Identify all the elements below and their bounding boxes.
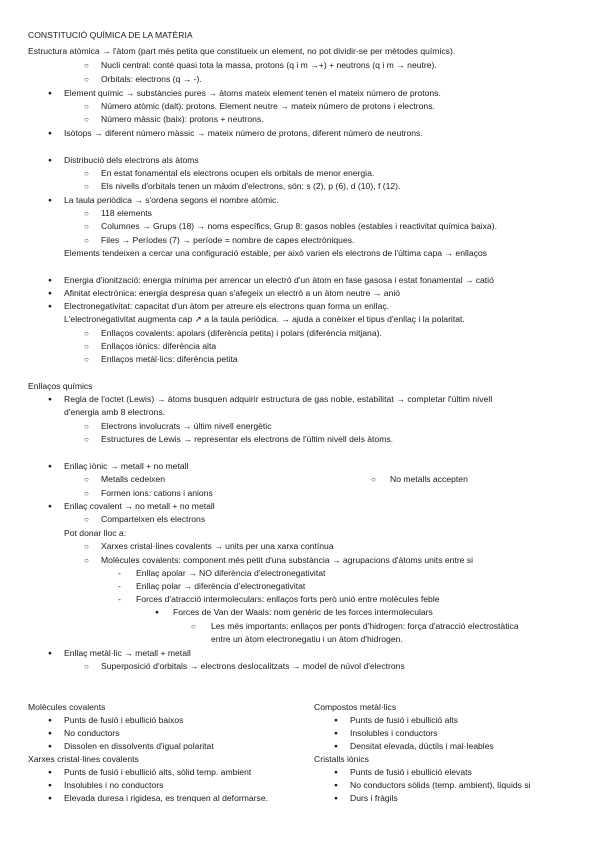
list-item xyxy=(118,594,121,605)
atomic-structure-line: Estructura atòmica → l'àtom (part més petita que constitueix un element, no pot dividir-se per mètodes químics). xyxy=(28,46,456,56)
list-item-text: Enllaç apolar → NO diferència d'electronegativitat xyxy=(136,568,326,578)
list-item-text: Punts de fusió i ebullició alts xyxy=(350,715,458,725)
list-item-text: En estat fonamental els electrons ocupen els orbitals de menor energia. xyxy=(101,168,375,178)
list-item xyxy=(48,780,52,792)
list-item-text: Electronegativitat: capacitat d'un àtom per atreure els electrons quan forma un enllaç. xyxy=(64,301,390,311)
list-item-text: Enllaç metàl·lic → metall + metall xyxy=(64,648,191,658)
column-heading: Cristalls iònics xyxy=(314,754,369,764)
list-item-text: Superposició d'orbitals → electrons deslocalitzats → model de núvol d'electrons xyxy=(101,661,405,671)
list-item xyxy=(48,793,52,805)
list-item-text: Orbitals: electrons (q → -). xyxy=(101,74,202,84)
list-item xyxy=(48,128,52,140)
list-item-text: Xarxes cristal·lines covalents → units per una xarxa contínua xyxy=(101,541,334,551)
list-item-text: Punts de fusió i ebullició alts, sòlid temp. ambient xyxy=(64,767,252,777)
list-item xyxy=(334,793,338,805)
list-item xyxy=(84,328,89,339)
list-item xyxy=(48,461,52,473)
list-item-text: Distribució dels electrons als àtoms xyxy=(64,155,199,165)
list-item xyxy=(334,728,338,740)
list-item-text: La taula periòdica → s'ordena segons el nombre atòmic. xyxy=(64,195,279,205)
list-item xyxy=(118,568,121,579)
list-item-text: Insolubles i no conductors xyxy=(64,780,164,790)
list-item xyxy=(48,301,52,313)
list-item xyxy=(84,421,89,432)
list-item-text: Les més importants: enllaços per ponts d'hidrogen: força d'atracció electrostàtica xyxy=(211,621,519,631)
column-heading: Xarxes cristal·lines covalents xyxy=(28,754,139,764)
list-item-text: Enllaç covalent → no metall + no metall xyxy=(64,501,215,511)
list-item xyxy=(334,780,338,792)
list-item-text: Metalls cedeixen xyxy=(101,474,166,484)
list-item xyxy=(84,514,89,525)
list-item xyxy=(84,181,89,192)
list-item-text: 118 elements xyxy=(101,208,152,218)
column-heading: Compostos metàl·lics xyxy=(314,702,397,712)
list-item xyxy=(48,741,52,753)
list-item-text: Estructures de Lewis → representar els electrons de l'últim nivell dels àtoms. xyxy=(101,434,394,444)
list-item-text: Nucli central: conté quasi tota la massa, protons (q i m →+) + neutrons (q i m → neutre). xyxy=(101,60,437,70)
list-item-text: Afinitat electrònica: energia despresa quan s'afegeix un electró a un àtom neutre → anió xyxy=(64,288,401,298)
list-item-text: Enllaços metàl·lics: diferència petita xyxy=(101,354,238,364)
list-item xyxy=(84,354,89,365)
list-item xyxy=(48,155,52,167)
list-item-text: Durs i fràgils xyxy=(350,793,398,803)
list-item xyxy=(84,101,89,112)
list-item xyxy=(48,715,52,727)
list-item-text: Files → Períodes (7) → període = nombre de capes electròniques. xyxy=(101,235,355,245)
list-item xyxy=(84,661,89,672)
list-item-text: Isòtops → diferent número màssic → mateix número de protons, diferent número de neutrons. xyxy=(64,128,423,138)
list-item-text: Columnes → Grups (18) → noms específics, Grup 8: gasos nobles (estables i reactivitat química baixa). xyxy=(101,221,497,231)
list-item xyxy=(48,728,52,740)
list-item-text: Molècules covalents: component més petit d'una substància → agrupacions d'àtoms units entre si xyxy=(101,555,474,565)
list-item-text: No metalls accepten xyxy=(390,474,468,484)
list-item xyxy=(48,288,52,300)
list-item xyxy=(84,341,89,352)
list-item-text: Enllaços iònics: diferència alta xyxy=(101,341,217,351)
list-item xyxy=(84,221,89,232)
list-item-text: d'energia amb 8 electrons. xyxy=(64,407,166,417)
section-heading: Enllaços químics xyxy=(28,381,93,391)
list-item-text: Número màssic (baix): protons + neutrons. xyxy=(101,114,264,124)
list-item-text: Regla de l'octet (Lewis) → àtoms busquen adquirir estructura de gas noble, estabilitat → completar l'últim nivell xyxy=(64,394,493,404)
list-item xyxy=(48,88,52,100)
list-item-text: No conductors sòlids (temp. ambient), líquids si xyxy=(350,780,531,790)
list-item-text: Forces de Van der Waals: nom genèric de les forces intermoleculars xyxy=(173,607,433,617)
list-item-text: Dissolen en dissolvents d'igual polaritat xyxy=(64,741,214,751)
list-item xyxy=(84,488,89,499)
list-item xyxy=(84,74,89,85)
list-item xyxy=(48,501,52,513)
list-item-text: Número atòmic (dalt): protons. Element neutre → mateix número de protons i electrons. xyxy=(101,101,435,111)
list-item xyxy=(84,434,89,445)
list-item xyxy=(84,114,89,125)
paragraph: L'electronegativitat augmenta cap ↗ a la taula periòdica. → ajuda a conèixer el tipus d'enllaç i la polaritat. xyxy=(64,314,465,324)
list-item-text: Punts de fusió i ebullició baixos xyxy=(64,715,184,725)
list-item-text: Enllaç polar → diferència d'electronegativitat xyxy=(136,581,306,591)
column-heading: Molècules covalents xyxy=(28,702,106,712)
list-item-text: Enllaços covalents: apolars (diferència petita) i polars (diferència mitjana). xyxy=(101,328,382,338)
list-item-text: Element químic → substàncies pures → àtoms mateix element tenen el mateix número de protons. xyxy=(64,88,441,98)
list-item-text: Insolubles i conductors xyxy=(350,728,438,738)
list-item xyxy=(155,607,159,619)
list-item xyxy=(48,275,52,287)
list-item-text: Elevada duresa i rigidesa, es trenquen al deformarse. xyxy=(64,793,268,803)
list-item xyxy=(191,621,196,632)
list-item-text: Forces d'atracció intermoleculars: enllaços forts però unió entre molècules feble xyxy=(136,594,440,604)
list-item xyxy=(118,581,121,592)
list-item xyxy=(48,767,52,779)
list-item xyxy=(334,767,338,779)
list-item xyxy=(334,715,338,727)
list-item-text: Energia d'ionització: energia mínima per arrencar un electró d'un àtom en fase gasosa i estat fonamental → catió xyxy=(64,275,494,285)
paragraph: Pot donar lloc a: xyxy=(64,528,127,538)
list-item xyxy=(84,168,89,179)
list-item-text: No conductors xyxy=(64,728,120,738)
page-title: CONSTITUCIÓ QUÍMICA DE LA MATÈRIA xyxy=(28,30,193,40)
list-item xyxy=(84,235,89,246)
list-item xyxy=(371,474,376,485)
list-item xyxy=(84,555,89,566)
list-item-text: Els nivells d'orbitals tenen un màxim d'electrons, són: s (2), p (6), d (10), f (12). xyxy=(101,181,401,191)
list-item xyxy=(48,648,52,660)
list-item-text: Electrons involucrats → últim nivell energètic xyxy=(101,421,272,431)
list-item xyxy=(84,208,89,219)
list-item xyxy=(48,394,52,406)
list-item xyxy=(84,474,89,485)
list-item-text: Punts de fusió i ebullició elevats xyxy=(350,767,472,777)
list-item xyxy=(334,741,338,753)
paragraph: Elements tendeixen a cercar una configuració estable, per això varien els electrons de l'última capa → enllaços xyxy=(64,248,487,258)
list-item xyxy=(84,541,89,552)
list-item-text: Formen ions: cations i anions xyxy=(101,488,213,498)
list-item-text: Enllaç iònic → metall + no metall xyxy=(64,461,189,471)
list-item-text: Comparteixen els electrons xyxy=(101,514,206,524)
list-item xyxy=(84,60,89,71)
list-item xyxy=(48,195,52,207)
list-item-text: Densitat elevada, dúctils i mal·leables xyxy=(350,741,494,751)
list-item-text: entre un àtom electronegatiu i un àtom d'hidrogen. xyxy=(211,634,403,644)
